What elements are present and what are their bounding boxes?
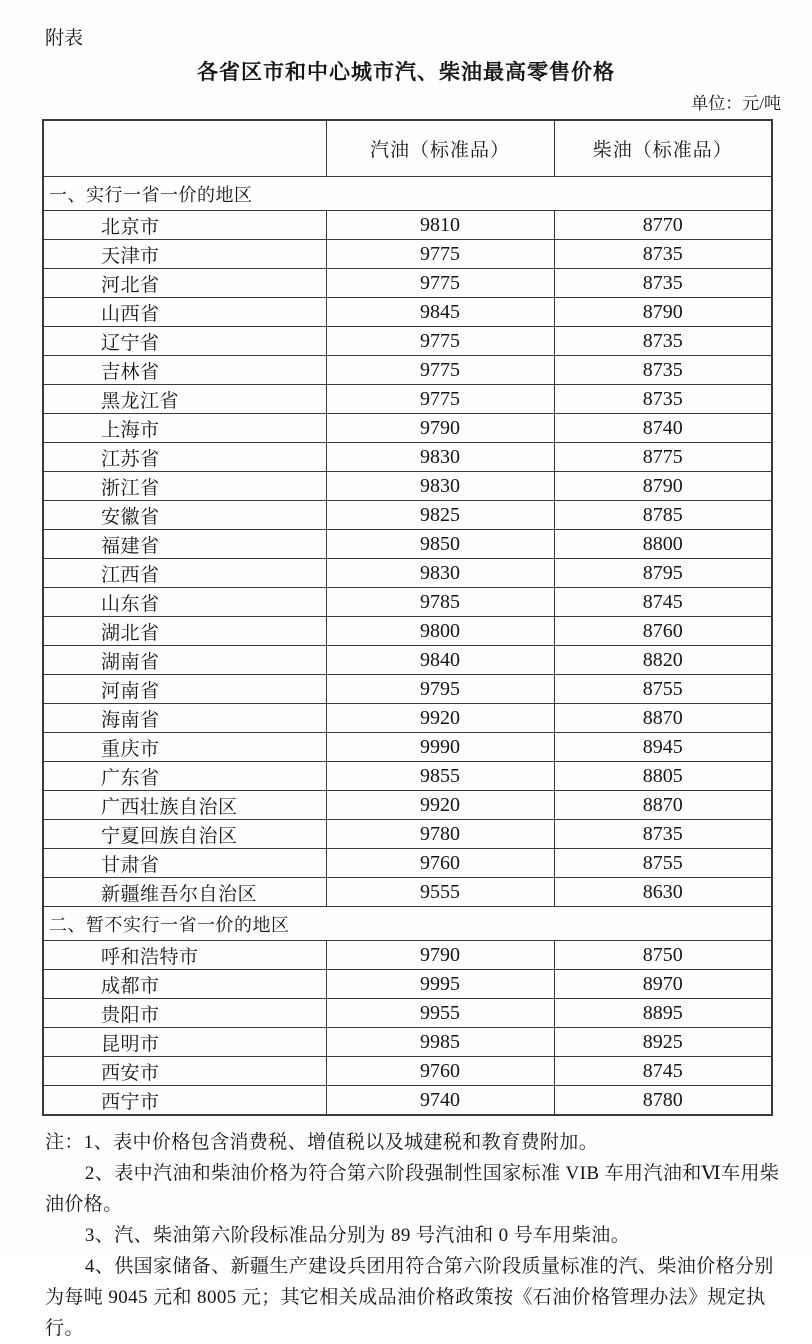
gasoline-price-cell: 9985 xyxy=(326,1028,554,1057)
table-row xyxy=(43,240,772,269)
gasoline-price-cell: 9855 xyxy=(326,762,554,791)
table-row xyxy=(43,762,772,791)
diesel-price-cell: 8750 xyxy=(554,941,772,970)
note-line: 2、表中汽油和柴油价格为符合第六阶段强制性国家标准 VIB 车用汽油和Ⅵ车用柴油价格。 xyxy=(45,1163,780,1215)
diesel-price-cell: 8945 xyxy=(554,733,772,762)
price-table xyxy=(42,119,773,1116)
diesel-price-cell: 8735 xyxy=(554,327,772,356)
gasoline-price-cell: 9790 xyxy=(326,414,554,443)
gasoline-price-cell: 9810 xyxy=(326,211,554,240)
gasoline-price-cell: 9840 xyxy=(326,646,554,675)
region-cell: 湖北省 xyxy=(43,617,326,646)
region-cell: 黑龙江省 xyxy=(43,385,326,414)
region-cell: 天津市 xyxy=(43,240,326,269)
diesel-price-cell: 8735 xyxy=(554,240,772,269)
table-row xyxy=(43,791,772,820)
table-row xyxy=(43,559,772,588)
diesel-price-cell: 8745 xyxy=(554,588,772,617)
diesel-price-cell: 8870 xyxy=(554,791,772,820)
table-row xyxy=(43,327,772,356)
region-cell: 北京市 xyxy=(43,211,326,240)
diesel-price-cell: 8755 xyxy=(554,849,772,878)
diesel-price-cell: 8745 xyxy=(554,1057,772,1086)
gasoline-price-cell: 9955 xyxy=(326,999,554,1028)
region-cell: 广东省 xyxy=(43,762,326,791)
gasoline-price-cell: 9995 xyxy=(326,970,554,999)
gasoline-price-cell: 9920 xyxy=(326,704,554,733)
diesel-price-cell: 8780 xyxy=(554,1086,772,1116)
annex-label: 附表 xyxy=(45,28,84,49)
diesel-price-cell: 8770 xyxy=(554,211,772,240)
gasoline-price-cell: 9920 xyxy=(326,791,554,820)
diesel-price-cell: 8630 xyxy=(554,878,772,907)
gasoline-price-cell: 9740 xyxy=(326,1086,554,1116)
gasoline-price-cell: 9775 xyxy=(326,240,554,269)
diesel-price-cell: 8735 xyxy=(554,385,772,414)
table-row xyxy=(43,1057,772,1086)
region-cell: 西宁市 xyxy=(43,1086,326,1116)
gasoline-price-cell: 9790 xyxy=(326,941,554,970)
table-row xyxy=(43,878,772,907)
diesel-price-cell: 8820 xyxy=(554,646,772,675)
gasoline-price-cell: 9760 xyxy=(326,849,554,878)
diesel-price-cell: 8925 xyxy=(554,1028,772,1057)
region-cell: 吉林省 xyxy=(43,356,326,385)
gasoline-price-cell: 9775 xyxy=(326,269,554,298)
gasoline-price-cell: 9830 xyxy=(326,472,554,501)
note-line: 3、汽、柴油第六阶段标准品分别为 89 号汽油和 0 号车用柴油。 xyxy=(84,1225,631,1246)
section-heading: 二、暂不实行一省一价的地区 xyxy=(43,907,772,941)
unit-label: 单位：元/吨 xyxy=(691,94,781,113)
gasoline-price-cell: 9555 xyxy=(326,878,554,907)
region-cell: 河南省 xyxy=(43,675,326,704)
table-row xyxy=(43,970,772,999)
note-line: 注：1、表中价格包含消费税、增值税以及城建税和教育费附加。 xyxy=(45,1132,599,1153)
gasoline-price-cell: 9760 xyxy=(326,1057,554,1086)
region-cell: 新疆维吾尔自治区 xyxy=(43,878,326,907)
gasoline-price-cell: 9785 xyxy=(326,588,554,617)
gasoline-header-cell: 汽油（标准品） xyxy=(326,120,554,177)
diesel-price-cell: 8760 xyxy=(554,617,772,646)
region-cell: 昆明市 xyxy=(43,1028,326,1057)
diesel-price-cell: 8775 xyxy=(554,443,772,472)
table-header-row xyxy=(43,120,772,177)
gasoline-price-cell: 9990 xyxy=(326,733,554,762)
section-row xyxy=(43,907,772,941)
gasoline-price-cell: 9775 xyxy=(326,356,554,385)
gasoline-price-cell: 9780 xyxy=(326,820,554,849)
region-cell: 辽宁省 xyxy=(43,327,326,356)
diesel-price-cell: 8795 xyxy=(554,559,772,588)
table-row xyxy=(43,298,772,327)
table-row xyxy=(43,941,772,970)
region-cell: 湖南省 xyxy=(43,646,326,675)
region-cell: 西安市 xyxy=(43,1057,326,1086)
table-row xyxy=(43,501,772,530)
table-row xyxy=(43,820,772,849)
diesel-price-cell: 8805 xyxy=(554,762,772,791)
table-row xyxy=(43,588,772,617)
region-cell: 宁夏回族自治区 xyxy=(43,820,326,849)
table-row xyxy=(43,1086,772,1116)
gasoline-price-cell: 9825 xyxy=(326,501,554,530)
region-cell: 山东省 xyxy=(43,588,326,617)
diesel-price-cell: 8790 xyxy=(554,298,772,327)
table-row xyxy=(43,385,772,414)
region-cell: 山西省 xyxy=(43,298,326,327)
region-cell: 呼和浩特市 xyxy=(43,941,326,970)
table-row xyxy=(43,443,772,472)
region-cell: 江西省 xyxy=(43,559,326,588)
table-row xyxy=(43,472,772,501)
region-cell: 成都市 xyxy=(43,970,326,999)
page-title: 各省区市和中心城市汽、柴油最高零售价格 xyxy=(197,61,615,84)
region-cell: 河北省 xyxy=(43,269,326,298)
table-row xyxy=(43,1028,772,1057)
table-row xyxy=(43,646,772,675)
section-row xyxy=(43,177,772,211)
note-line: 4、供国家储备、新疆生产建设兵团用符合第六阶段质量标准的汽、柴油价格分别为每吨 9045 元和 8005 元；其它相关成品油价格政策按《石油价格管理办法》规定执行。 xyxy=(45,1256,774,1339)
region-cell: 甘肃省 xyxy=(43,849,326,878)
diesel-price-cell: 8785 xyxy=(554,501,772,530)
diesel-price-cell: 8800 xyxy=(554,530,772,559)
section-heading: 一、实行一省一价的地区 xyxy=(43,177,772,211)
region-cell: 江苏省 xyxy=(43,443,326,472)
diesel-price-cell: 8735 xyxy=(554,356,772,385)
region-cell: 福建省 xyxy=(43,530,326,559)
gasoline-price-cell: 9800 xyxy=(326,617,554,646)
gasoline-price-cell: 9830 xyxy=(326,443,554,472)
gasoline-price-cell: 9775 xyxy=(326,385,554,414)
region-cell: 上海市 xyxy=(43,414,326,443)
table-row xyxy=(43,704,772,733)
diesel-header-cell: 柴油（标准品） xyxy=(554,120,772,177)
region-cell: 贵阳市 xyxy=(43,999,326,1028)
gasoline-price-cell: 9845 xyxy=(326,298,554,327)
diesel-price-cell: 8735 xyxy=(554,820,772,849)
diesel-price-cell: 8970 xyxy=(554,970,772,999)
region-cell: 安徽省 xyxy=(43,501,326,530)
region-cell: 浙江省 xyxy=(43,472,326,501)
table-row xyxy=(43,530,772,559)
table-row xyxy=(43,269,772,298)
notes-block xyxy=(45,1127,782,1344)
diesel-price-cell: 8895 xyxy=(554,999,772,1028)
region-cell: 海南省 xyxy=(43,704,326,733)
table-row xyxy=(43,999,772,1028)
table-row xyxy=(43,733,772,762)
gasoline-price-cell: 9850 xyxy=(326,530,554,559)
gasoline-price-cell: 9795 xyxy=(326,675,554,704)
diesel-price-cell: 8735 xyxy=(554,269,772,298)
region-cell: 重庆市 xyxy=(43,733,326,762)
gasoline-price-cell: 9830 xyxy=(326,559,554,588)
table-row xyxy=(43,675,772,704)
diesel-price-cell: 8790 xyxy=(554,472,772,501)
region-header-cell xyxy=(43,120,326,177)
table-row xyxy=(43,211,772,240)
region-cell: 广西壮族自治区 xyxy=(43,791,326,820)
table-row xyxy=(43,356,772,385)
table-row xyxy=(43,849,772,878)
diesel-price-cell: 8740 xyxy=(554,414,772,443)
table-row xyxy=(43,414,772,443)
gasoline-price-cell: 9775 xyxy=(326,327,554,356)
diesel-price-cell: 8755 xyxy=(554,675,772,704)
diesel-price-cell: 8870 xyxy=(554,704,772,733)
table-row xyxy=(43,617,772,646)
